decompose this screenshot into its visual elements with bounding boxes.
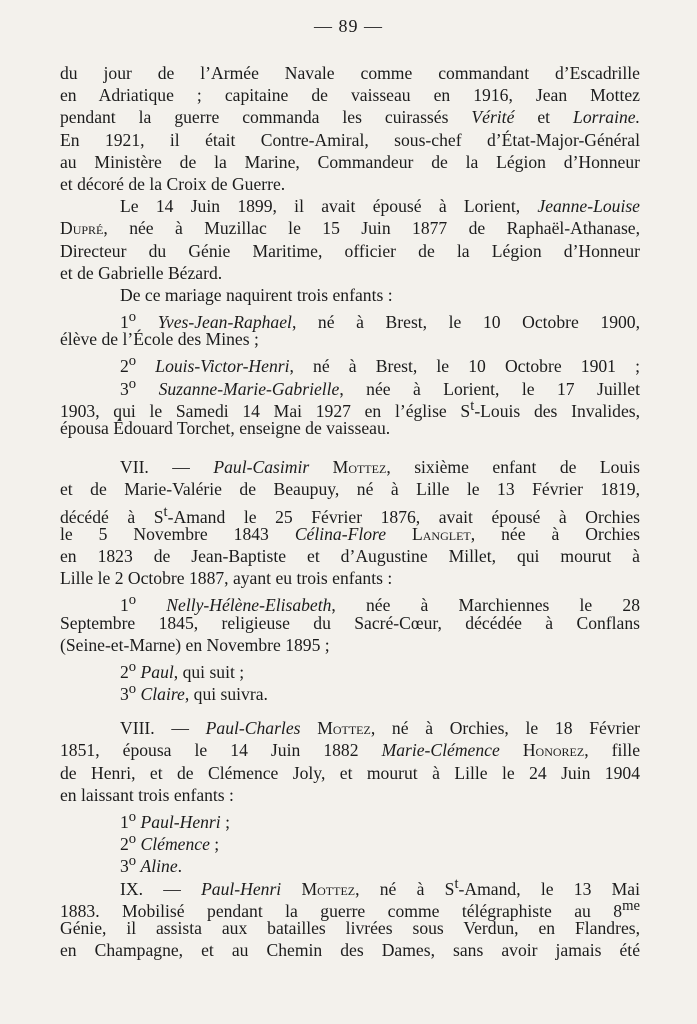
text-line: décédé à $S^t$-Amand le 25 Février 1876, avait épousé à Orchies [60, 503, 640, 527]
page-number: — 89 — [314, 16, 383, 36]
text-line: 2$^o$ Clémence ; [120, 831, 220, 855]
text-line: en laissant trois enfants : [60, 784, 234, 805]
text-line: en Champagne, et au Chemin des Dames, sans avoir jamais été [60, 940, 640, 961]
text-line: Génie, il assista aux batailles livrées sous Verdun, en Flandres, [60, 917, 640, 938]
text-line: en Adriatique ; capitaine de vaisseau en 1916, Jean Mottez [60, 85, 640, 106]
text-line: 2$^o$ Paul, qui suit ; [120, 658, 245, 682]
text-line: et décoré de la Croix de Guerre. [60, 173, 286, 194]
text-line: 3$^o$ Claire, qui suivra. [120, 681, 268, 704]
text-line: de Henri, et de Clémence Joly, et mourut à Lille le 24 Juin 1904 [60, 762, 640, 783]
text-line: 1$^o$ Nelly-Hélène-Elisabeth, née à Marchiennes le 28 [120, 592, 640, 616]
text-line: 3$^o$ Aline. [120, 853, 183, 877]
text-line: De ce mariage naquirent trois enfants : [120, 284, 393, 305]
text-line: au Ministère de la Marine, Commandeur de la Légion d’Honneur [60, 151, 640, 172]
text-line: et de Marie-Valérie de Beaupuy, né à Lille le 13 Février 1819, [60, 479, 640, 500]
text-line: et de Gabrielle Bézard. [60, 262, 223, 283]
text-line: 2$^o$ Louis-Victor-Henri, né à Brest, le 10 Octobre 1901 ; [120, 353, 640, 377]
text-line: Septembre 1845, religieuse du Sacré-Cœur, décédée à Conflans [60, 612, 640, 633]
text-line: 3$^o$ Suzanne-Marie-Gabrielle, née à Lorient, le 17 Juillet [120, 375, 640, 399]
text-line: 1$^o$ Paul-Henri ; [120, 809, 230, 832]
text-line: du jour de l’Armée Navale comme commandant d’Escadrille [60, 63, 640, 83]
text-line: Dupré, née à Muzillac le 15 Juin 1877 de Raphaël-Athanase, [60, 218, 640, 239]
paragraph-gap [60, 439, 640, 456]
text-line: Le 14 Juin 1899, il avait épousé à Lorient, Jeanne-Louise [120, 196, 640, 217]
text-line: pendant la guerre commanda les cuirassés Vérité et Lorraine. [60, 107, 640, 128]
text-line: épousa Édouard Torchet, enseigne de vaisseau. [60, 418, 391, 438]
text-line: IX. — Paul-Henri Mottez, né à $S^t$-Amand, le 13 Mai [120, 875, 640, 899]
text-line: VII. — Paul-Casimir Mottez, sixième enfant de Louis [120, 457, 640, 478]
text-line: 1851, épousa le 14 Juin 1882 Marie-Clémence Honorez, fille [60, 740, 641, 761]
text-line: Lille le 2 Octobre 1887, ayant eu trois enfants : [60, 568, 393, 589]
body-text [60, 62, 640, 961]
text-line: élève de l’École des Mines ; [60, 329, 259, 350]
text-line: le 5 Novembre 1843 Célina-Flore Langlet, née à Orchies [60, 523, 640, 544]
text-line: 1$^o$ Yves-Jean-Raphael, né à Brest, le 10 Octobre 1900, [120, 309, 640, 332]
text-line: En 1921, il était Contre-Amiral, sous-chef d’État-Major-Général [60, 129, 640, 150]
text-line: en 1823 de Jean-Baptiste et d’Augustine Millet, qui mourut à [60, 545, 640, 566]
text-line: VIII. — Paul-Charles Mottez, né à Orchies, le 18 Février [120, 718, 641, 739]
text-line: 1883. Mobilisé pendant la guerre comme télégraphiste au $8^{me}$ [60, 897, 640, 921]
text-line: (Seine-et-Marne) en Novembre 1895 ; [60, 634, 330, 655]
text-line: Directeur du Génie Maritime, officier de la Légion d’Honneur [60, 240, 640, 261]
text-line: 1903, qui le Samedi 14 Mai 1927 en l’église $S^t$-Louis des Invalides, [60, 397, 641, 421]
